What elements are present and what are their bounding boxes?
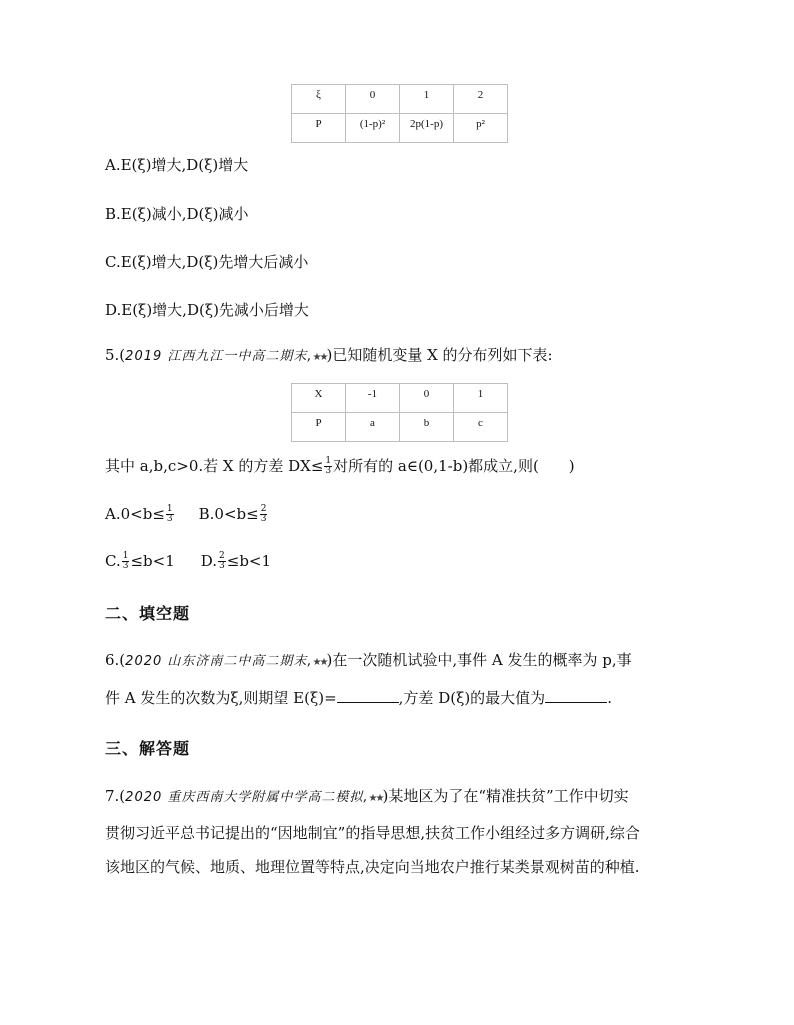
answer-blank-1[interactable] [337,688,399,703]
q4-option-d: D.E(ξ)增大,D(ξ)先减小后增大 [105,301,309,319]
table1-cell: 2p(1-p) [400,114,454,143]
question-5-stem [105,345,553,368]
table2-cell: b [400,413,454,442]
q5-option-b: B.0<b≤ $\frac{2}{3}$ [198,503,267,524]
q5-options-row-1 [105,504,268,525]
q5-option-a: A.0<b≤ $\frac{1}{3}$ [105,503,173,524]
question-6-line-2: 件 A 发生的次数为ξ,则期望 E(ξ)= ,方差 D(ξ)的最大值为 . [105,689,612,707]
difficulty-stars-icon: ★★ [312,657,327,668]
table1-cell: p² [454,114,508,143]
table2-cell: a [346,413,400,442]
table2-cell: X [292,384,346,413]
q5-options-row-2 [105,551,271,572]
q5-condition-text: ) [568,457,575,475]
q5-option-c: C. $\frac{1}{3}$ ≤b<1 [105,550,175,571]
q4-option-c: C.E(ξ)增大,D(ξ)先增大后减小 [105,253,309,271]
q4-option-a: A.E(ξ)增大,D(ξ)增大 [105,156,249,174]
q7-source: 2020 重庆西南大学附属中学高二模拟, [125,790,369,805]
difficulty-stars-icon: ★★ [368,793,383,804]
fraction: $\frac{1}{3}$ [325,455,332,476]
q5-option-d: D. $\frac{2}{3}$ ≤b<1 [200,550,272,571]
difficulty-stars-icon: ★★ [312,352,327,363]
table2-cell: c [454,413,508,442]
question-7-line-2: 贯彻习近平总书记提出的“因地制宜”的指导思想,扶贫工作小组经过多方调研,综合 [105,824,640,842]
table2-cell: 1 [454,384,508,413]
table2-cell: 0 [400,384,454,413]
table1-cell: 0 [346,85,400,114]
q5-condition-text: 其中 a,b,c>0.若 X 的方差 DX≤ [105,457,324,475]
section-heading-answer: 三、解答题 [105,739,191,758]
table1-cell: ξ [292,85,346,114]
table2-cell: -1 [346,384,400,413]
table1-cell: (1-p)² [346,114,400,143]
q5-text: )已知随机变量 X 的分布列如下表: [326,346,553,364]
distribution-table-1 [291,84,508,143]
answer-blank-2[interactable] [545,688,607,703]
q6-source: 2020 山东济南二中高二期末, [125,654,313,669]
q5-condition-text: 对所有的 a∈(0,1-b)都成立,则( [333,457,539,475]
section-heading-fill-in: 二、填空题 [105,604,191,623]
table1-cell: P [292,114,346,143]
table1-cell: 2 [454,85,508,114]
question-6-line-1: 6.(2020 山东济南二中高二期末,★★)在一次随机试验中,事件 A 发生的概率为 p,事 [105,651,632,669]
q4-option-b: B.E(ξ)减小,D(ξ)减小 [105,205,249,223]
question-7-line-3: 该地区的气候、地质、地理位置等特点,决定向当地农户推行某类景观树苗的种植. [105,858,640,876]
q5-number: 5.( [105,346,126,364]
question-7-line-1: 7.(2020 重庆西南大学附属中学高二模拟,★★)某地区为了在“精准扶贫”工作中切实 [105,787,629,805]
table2-cell: P [292,413,346,442]
q5-source: 2019 江西九江一中高二期末, [125,349,313,364]
distribution-table-2 [291,383,508,442]
table1-cell: 1 [400,85,454,114]
q5-condition [105,456,575,477]
